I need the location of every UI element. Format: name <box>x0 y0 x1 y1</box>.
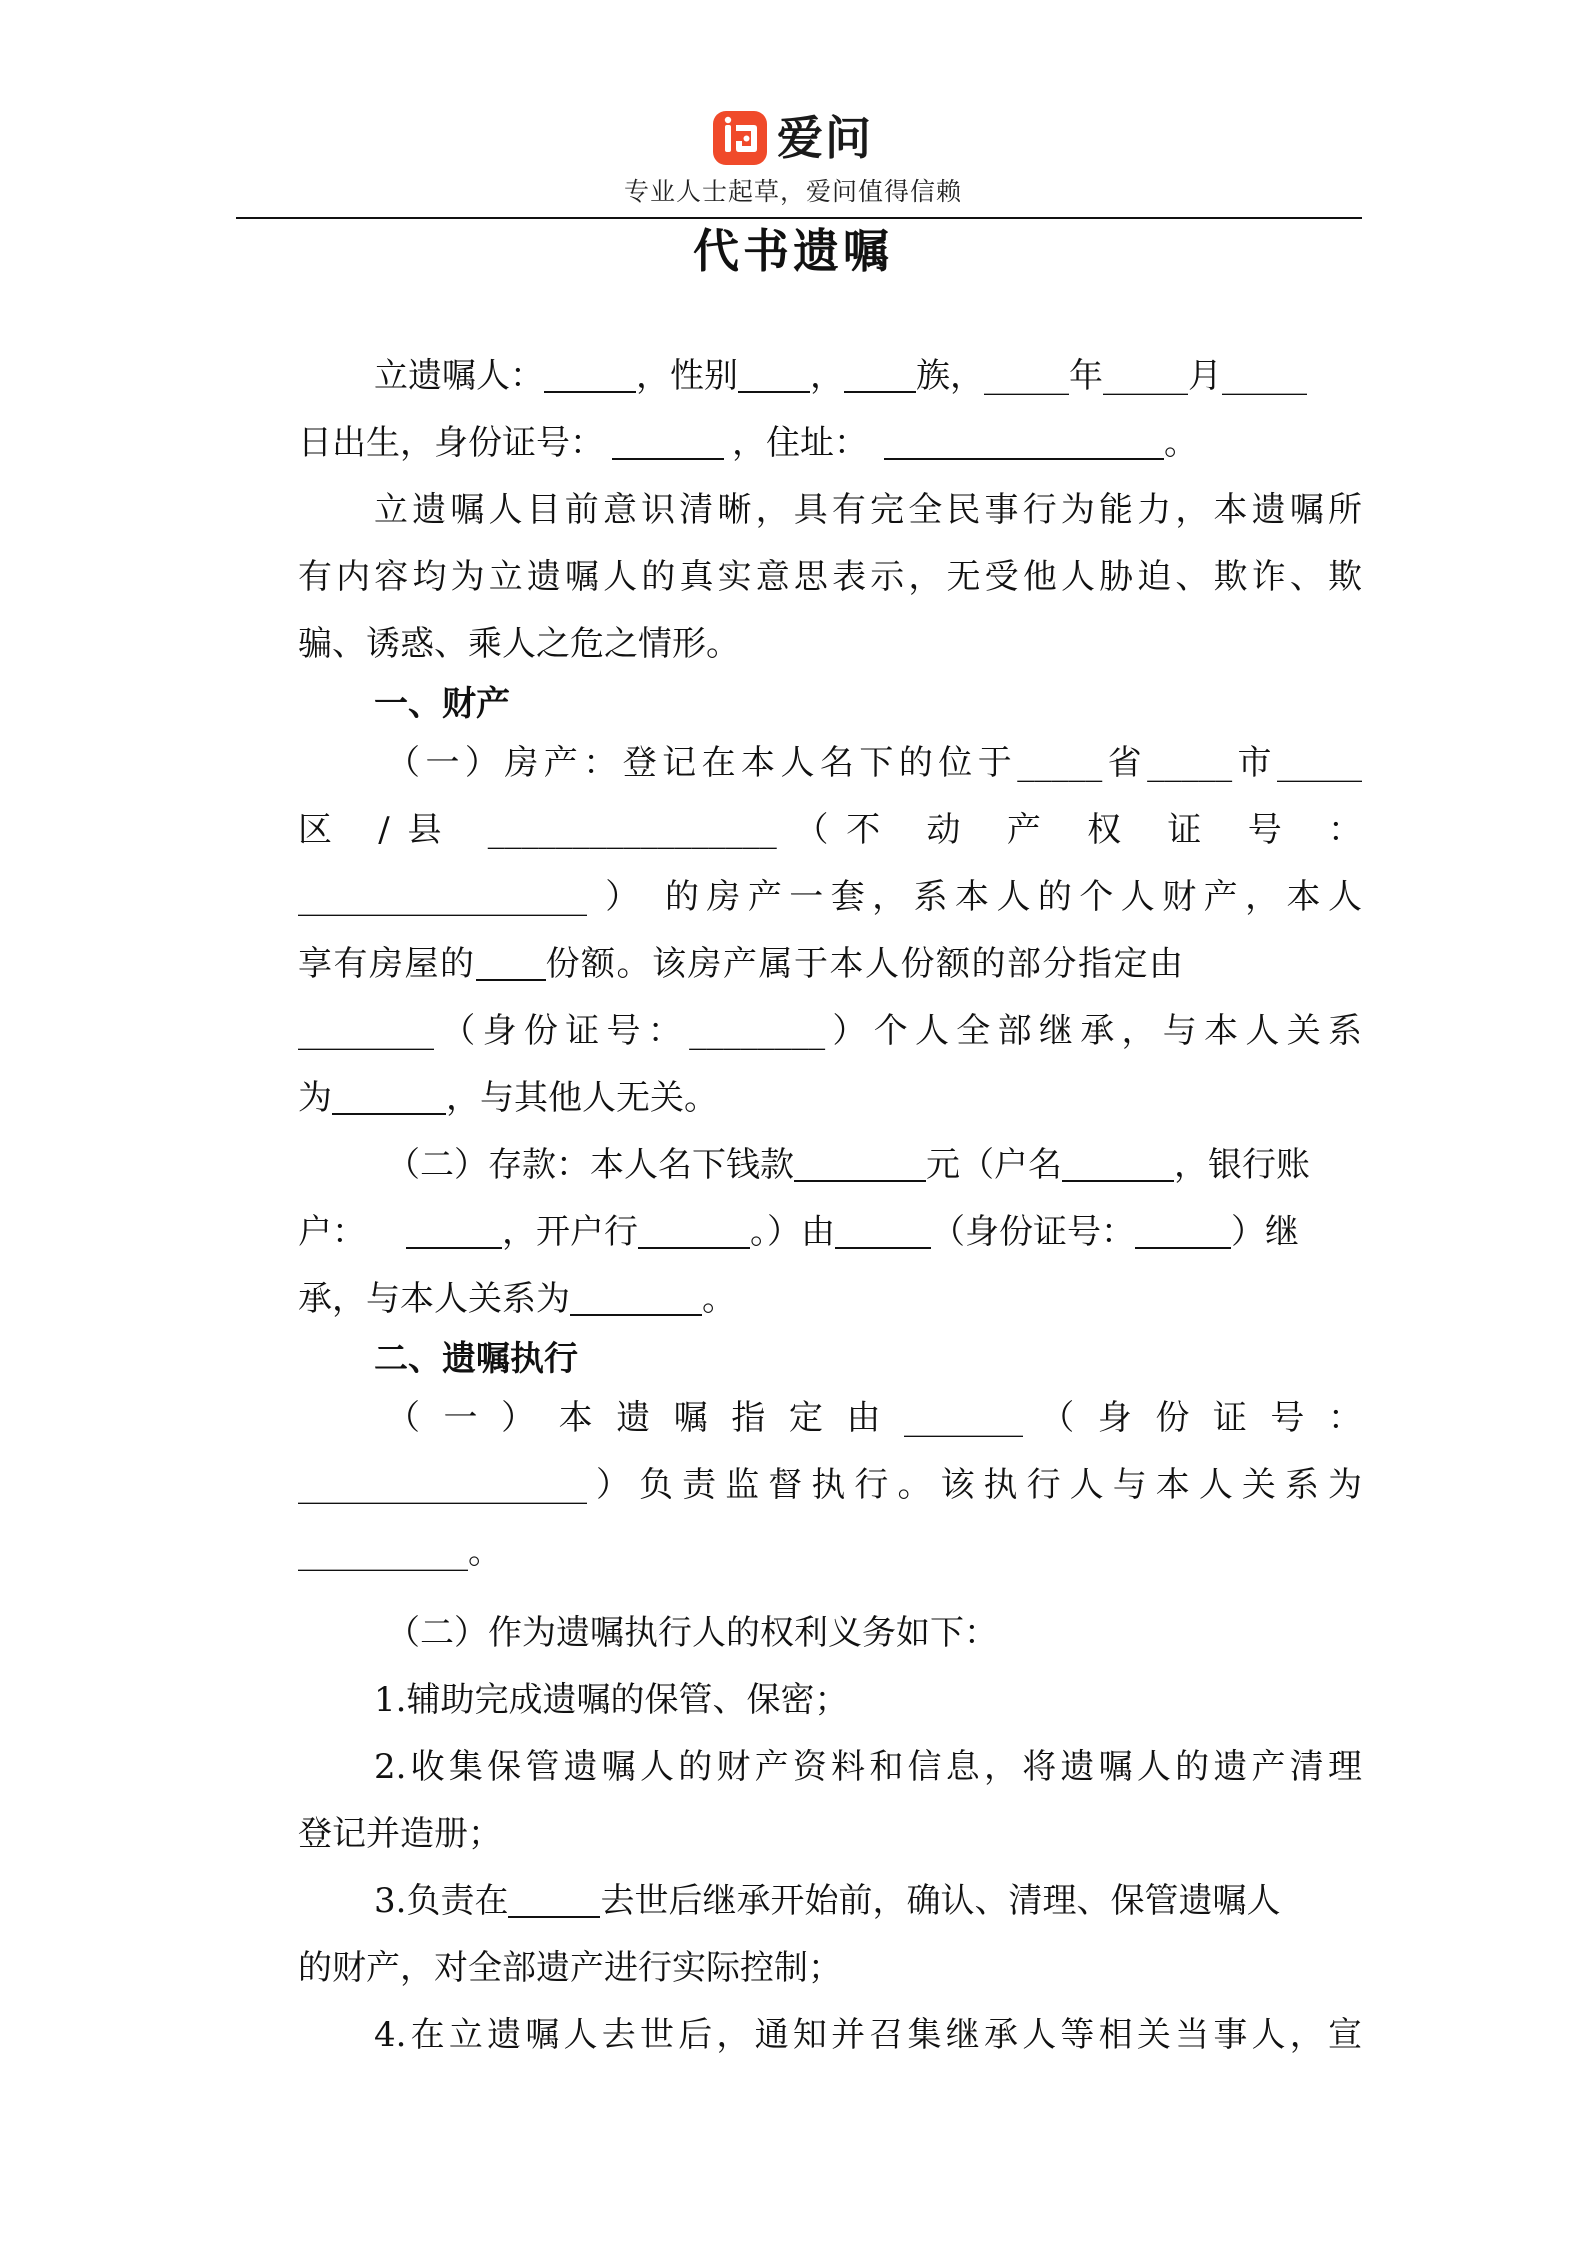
blank-share <box>476 945 546 981</box>
duty-item-4-line-1: 4.在立遗嘱人去世后，通知并召集继承人等相关当事人，宣 <box>374 2015 1362 2055</box>
text-birth-date: 族，_____年_____月_____ <box>916 356 1307 396</box>
text-duty3-label: 3.负责在 <box>374 1881 509 1921</box>
text-account-name-label: 元（户名 <box>926 1145 1062 1185</box>
property-deposit-line-2 <box>298 1199 1362 1266</box>
text-share-label: 享有房屋的 <box>298 944 476 984</box>
blank-id-number <box>612 424 724 460</box>
duty-item-2-line-1: 2.收集保管遗嘱人的财产资料和信息，将遗嘱人的遗产清理 <box>374 1747 1362 1787</box>
executor-line-2: _________________）负责监督执行。该执行人与本人关系为 <box>298 1465 1362 1505</box>
blank-bank-account <box>406 1213 502 1249</box>
blank-bank-branch <box>638 1213 750 1249</box>
text-bank-branch-label: ，开户行 <box>502 1212 638 1252</box>
text-account-label: 户： <box>298 1212 366 1252</box>
brand-name: 爱问 <box>777 111 873 165</box>
duty-item-1: 1.辅助完成遗嘱的保管、保密； <box>374 1680 849 1720</box>
blank-deposit-relation <box>570 1280 702 1316</box>
text-relation-label: 为 <box>298 1078 332 1118</box>
blank-gender <box>738 357 810 393</box>
blank-deceased-name <box>508 1882 600 1918</box>
text-period: 。 <box>1164 423 1198 463</box>
intro-line-2 <box>298 410 1362 477</box>
blank-heir-id <box>1135 1213 1231 1249</box>
text-bank-account-label: ，银行账 <box>1174 1145 1310 1185</box>
property-house-line-4 <box>298 931 1362 998</box>
duty-item-2-line-2: 登记并造册； <box>298 1814 502 1854</box>
executor-line-3: __________。 <box>298 1532 502 1572</box>
text-gender-label: ，性别 <box>636 356 738 396</box>
blank-deposit-heir <box>835 1213 931 1249</box>
brand-row <box>0 108 1586 168</box>
blank-address <box>884 424 1164 460</box>
text-period-2: 。 <box>702 1279 736 1319</box>
executor-duties-intro: （二）作为遗嘱执行人的权利义务如下： <box>386 1613 998 1653</box>
text-deposit-label: （二）存款：本人名下钱款 <box>386 1145 794 1185</box>
section-heading-execution: 二、遗嘱执行 <box>374 1339 578 1379</box>
property-deposit-line-3 <box>298 1266 1362 1333</box>
executor-line-1: （ 一 ） 本 遗 嘱 指 定 由 _______ （ 身 份 证 号 ： <box>386 1398 1362 1438</box>
blank-relation <box>332 1079 446 1115</box>
document-title: 代书遗嘱 <box>693 224 893 278</box>
document-header <box>0 108 1586 208</box>
blank-testator-name <box>544 357 636 393</box>
property-house-line-6 <box>298 1065 1362 1132</box>
text-heir-label: 。）由 <box>750 1212 835 1252</box>
duty-item-3-line-1 <box>298 1868 1362 1935</box>
intro-line-4: 有内容均为立遗嘱人的真实意思表示，无受他人胁迫、欺诈、欺 <box>298 557 1362 597</box>
paragraph-gap <box>298 1586 1362 1600</box>
blank-ethnicity <box>844 357 916 393</box>
property-house-line-2: 区 /县 _________________（不 动 产 权 证 号 ： <box>298 810 1362 850</box>
text-heir-id-label: （身份证号： <box>931 1212 1135 1252</box>
property-house-line-5: ________（身份证号：________）个人全部继承，与本人关系 <box>298 1011 1362 1051</box>
text-relation-tail: ，与其他人无关。 <box>446 1078 718 1118</box>
property-deposit-line-1 <box>298 1132 1362 1199</box>
property-house-line-1: （一）房产：登记在本人名下的位于_____省_____市_____ <box>386 743 1362 783</box>
text-deposit-relation-label: 承，与本人关系为 <box>298 1279 570 1319</box>
text-testator-label: 立遗嘱人： <box>374 356 544 396</box>
text-share-designation: 份额。该房产属于本人份额的部分指定由 <box>545 944 1185 984</box>
blank-account-name <box>1062 1146 1174 1182</box>
blank-deposit-amount <box>794 1146 926 1182</box>
intro-line-1 <box>298 343 1362 410</box>
text-address-label: ，住址： <box>732 423 868 463</box>
document-body <box>298 343 1362 2069</box>
intro-line-3: 立遗嘱人目前意识清晰，具有完全民事行为能力，本遗嘱所 <box>374 490 1362 530</box>
aiwen-logo-icon <box>713 111 767 165</box>
text-duty3-body: 去世后继承开始前，确认、清理、保管遗嘱人 <box>600 1881 1281 1921</box>
intro-line-5: 骗、诱惑、乘人之危之情形。 <box>298 624 740 664</box>
property-house-line-3: _________________ ） 的房产一套，系本人的个人财产，本人 <box>298 877 1362 917</box>
brand-slogan: 专业人士起草，爱问值得信赖 <box>623 177 962 206</box>
duty-item-3-line-2: 的财产，对全部遗产进行实际控制； <box>298 1948 842 1988</box>
text-inherit-label: ）继 <box>1231 1212 1299 1252</box>
text-birth-id-label: 日出生，身份证号： <box>298 423 604 463</box>
text-comma: ， <box>810 356 844 396</box>
section-heading-property: 一、财产 <box>374 684 510 724</box>
